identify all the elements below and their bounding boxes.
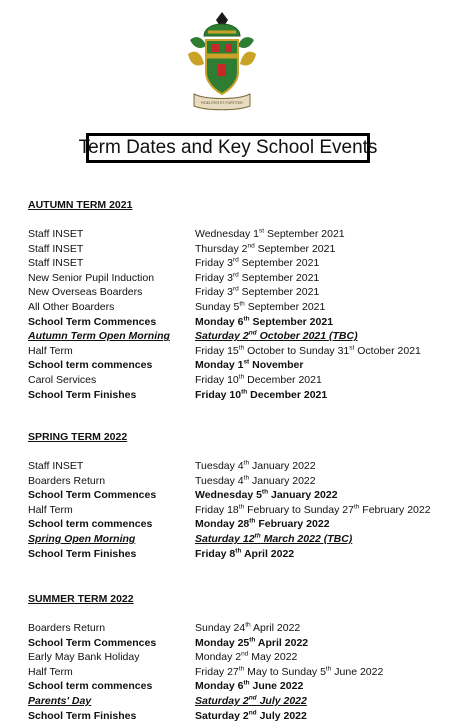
- event-row: [28, 651, 448, 666]
- date-ordinal-suffix: th: [261, 488, 269, 496]
- date-ordinal-suffix: th: [243, 315, 250, 323]
- date-text: Sunday 5: [195, 301, 240, 313]
- event-label: Staff INSET: [28, 242, 84, 255]
- date-text: Wednesday 5: [195, 489, 262, 502]
- event-date: [195, 316, 333, 328]
- date-text: March 2022 (TBC): [260, 533, 353, 545]
- date-text: June 2022: [249, 680, 304, 693]
- date-ordinal-suffix: th: [249, 517, 256, 525]
- date-ordinal-suffix: th: [353, 503, 360, 511]
- event-label: School Term Commences: [28, 636, 157, 649]
- date-text: Tuesday 4: [195, 474, 244, 487]
- event-date: [195, 548, 294, 560]
- date-text: July 2022: [256, 695, 307, 707]
- date-text: Friday 3: [195, 271, 233, 284]
- event-label: Early May Bank Holiday: [28, 651, 140, 664]
- date-text: Tuesday 4: [195, 460, 244, 472]
- event-date: [195, 504, 431, 516]
- date-text: Monday 2: [195, 651, 242, 664]
- crest-motto: FIDELITER ET FORTITER: [201, 101, 243, 105]
- date-ordinal-suffix: th: [238, 344, 245, 352]
- event-row: [28, 389, 448, 404]
- date-text: September 2021: [244, 301, 326, 313]
- date-text: September 2021: [238, 271, 320, 284]
- event-label: School term commences: [28, 359, 153, 372]
- event-label: School Term Finishes: [28, 709, 137, 722]
- date-text: September 2021: [238, 257, 320, 270]
- date-text: Monday 25: [195, 636, 250, 649]
- event-row: [28, 695, 448, 710]
- event-date: [195, 286, 319, 298]
- date-text: February 2022: [359, 503, 431, 516]
- event-date: [195, 622, 300, 634]
- event-row: [28, 622, 448, 637]
- date-ordinal-suffix: th: [238, 503, 245, 511]
- date-ordinal-suffix: nd: [248, 709, 257, 717]
- date-text: Friday 15: [195, 344, 239, 357]
- event-row: [28, 548, 448, 563]
- date-ordinal-suffix: th: [325, 665, 332, 673]
- event-label: Staff INSET: [28, 257, 84, 270]
- date-text: Friday 10: [195, 388, 242, 401]
- date-text: April 2022: [255, 636, 309, 649]
- date-ordinal-suffix: th: [235, 547, 242, 555]
- date-ordinal-suffix: th: [239, 300, 245, 308]
- event-label: School Term Commences: [28, 489, 157, 502]
- event-label: New Senior Pupil Induction: [28, 271, 155, 284]
- event-date: [195, 475, 316, 487]
- event-date: [195, 272, 319, 284]
- event-label: School term commences: [28, 680, 153, 693]
- date-text: April 2022: [241, 547, 295, 560]
- event-date: [195, 243, 335, 255]
- event-label: Half Term: [28, 344, 73, 357]
- date-text: Monday 1: [195, 359, 244, 372]
- event-row: [28, 316, 448, 331]
- date-text: April 2022: [250, 622, 301, 634]
- date-text: Thursday 2: [195, 242, 248, 255]
- event-label: Spring Open Morning: [28, 533, 136, 545]
- event-label: School Term Commences: [28, 315, 157, 328]
- event-label: Half Term: [28, 665, 73, 678]
- date-text: Friday 27: [195, 665, 239, 678]
- date-text: February to Sunday 27: [244, 503, 354, 516]
- date-ordinal-suffix: nd: [241, 650, 249, 658]
- event-date: [195, 651, 297, 663]
- date-text: Monday 6: [195, 680, 244, 693]
- date-text: September 2021: [254, 242, 336, 255]
- event-row: [28, 374, 448, 389]
- date-text: September 2021: [264, 228, 345, 240]
- event-date: [195, 345, 421, 357]
- date-ordinal-suffix: st: [259, 227, 265, 235]
- date-text: Friday 8: [195, 547, 236, 560]
- date-text: Monday 28: [195, 518, 250, 531]
- event-row: [28, 359, 448, 374]
- page-title-text: Term Dates and Key School Events: [78, 137, 378, 158]
- date-ordinal-suffix: rd: [232, 256, 239, 264]
- date-text: September 2021: [249, 315, 334, 328]
- date-text: October 2021: [354, 344, 421, 357]
- date-text: May to Sunday 5: [244, 665, 326, 678]
- event-label: School Term Finishes: [28, 547, 137, 560]
- event-row: [28, 243, 448, 258]
- date-text: Friday 10: [195, 374, 239, 386]
- event-label: Staff INSET: [28, 228, 84, 240]
- date-text: Friday 3: [195, 286, 233, 299]
- date-text: January 2022: [268, 489, 338, 502]
- event-date: [195, 330, 358, 342]
- event-row: [28, 301, 448, 316]
- event-row: [28, 533, 448, 548]
- date-ordinal-suffix: th: [254, 532, 261, 540]
- event-label: New Overseas Boarders: [28, 286, 143, 299]
- date-text: Saturday 2: [195, 709, 249, 722]
- event-date: [195, 359, 304, 371]
- event-date: [195, 301, 325, 313]
- event-row: [28, 272, 448, 287]
- date-text: Monday 6: [195, 315, 244, 328]
- event-label: School Term Finishes: [28, 388, 137, 401]
- date-ordinal-suffix: st: [349, 344, 355, 352]
- event-date: [195, 489, 338, 501]
- event-label: Autumn Term Open Morning: [28, 330, 170, 343]
- date-ordinal-suffix: rd: [232, 271, 239, 279]
- date-text: Sunday 24: [195, 622, 246, 634]
- event-row: [28, 637, 448, 652]
- page-title: [78, 133, 378, 163]
- date-ordinal-suffix: th: [243, 679, 250, 687]
- date-text: July 2022: [256, 709, 307, 722]
- date-ordinal-suffix: th: [245, 621, 251, 629]
- event-date: [195, 374, 322, 386]
- date-text: January 2022: [249, 460, 316, 472]
- date-text: Friday 3: [195, 257, 233, 270]
- event-row: [28, 666, 448, 681]
- event-label: All Other Boarders: [28, 301, 115, 313]
- date-text: Wednesday 1: [195, 228, 260, 240]
- event-label: School term commences: [28, 518, 153, 531]
- event-row: [28, 257, 448, 272]
- date-text: September 2021: [238, 286, 320, 299]
- event-date: [195, 518, 330, 530]
- event-date: [195, 460, 316, 472]
- date-ordinal-suffix: st: [243, 358, 250, 366]
- event-date: [195, 710, 307, 722]
- event-row: [28, 460, 448, 475]
- event-row: [28, 489, 448, 504]
- date-ordinal-suffix: nd: [248, 694, 257, 702]
- date-text: October 2021 (TBC): [256, 330, 358, 343]
- date-ordinal-suffix: th: [241, 388, 248, 396]
- event-date: [195, 637, 308, 649]
- section-heading: SUMMER TERM 2022: [28, 593, 134, 605]
- date-text: November: [249, 359, 304, 372]
- event-row: [28, 710, 448, 725]
- event-label: Boarders Return: [28, 474, 106, 487]
- date-ordinal-suffix: th: [238, 665, 245, 673]
- date-text: October to Sunday 31: [244, 344, 350, 357]
- event-row: [28, 286, 448, 301]
- event-row: [28, 504, 448, 519]
- date-text: May 2022: [248, 651, 298, 664]
- date-ordinal-suffix: th: [249, 636, 256, 644]
- event-date: [195, 228, 345, 240]
- date-text: Friday 18: [195, 503, 239, 516]
- date-ordinal-suffix: th: [243, 459, 250, 467]
- date-text: December 2021: [247, 388, 328, 401]
- date-text: Saturday 12: [195, 533, 255, 545]
- event-label: Half Term: [28, 503, 73, 516]
- date-ordinal-suffix: nd: [247, 242, 255, 250]
- event-date: [195, 257, 319, 269]
- date-text: January 2022: [249, 474, 316, 487]
- event-label: Staff INSET: [28, 460, 84, 472]
- event-label: Parents' Day: [28, 695, 92, 707]
- date-ordinal-suffix: nd: [248, 329, 257, 337]
- date-text: December 2021: [244, 374, 322, 386]
- date-ordinal-suffix: th: [238, 373, 245, 381]
- event-row: [28, 330, 448, 345]
- date-ordinal-suffix: rd: [232, 285, 239, 293]
- section-heading: AUTUMN TERM 2021: [28, 199, 133, 211]
- event-label: Carol Services: [28, 374, 97, 386]
- event-row: [28, 228, 448, 243]
- event-row: [28, 680, 448, 695]
- event-row: [28, 518, 448, 533]
- event-date: [195, 533, 352, 545]
- event-date: [195, 389, 327, 401]
- date-text: February 2022: [255, 518, 330, 531]
- date-text: June 2022: [331, 665, 384, 678]
- section-heading: SPRING TERM 2022: [28, 431, 128, 443]
- event-row: [28, 345, 448, 360]
- event-label: Boarders Return: [28, 622, 106, 634]
- event-date: [195, 666, 383, 678]
- date-ordinal-suffix: th: [243, 474, 250, 482]
- event-date: [195, 680, 303, 692]
- date-text: Saturday 2: [195, 695, 249, 707]
- event-row: [28, 475, 448, 490]
- event-date: [195, 695, 307, 707]
- date-text: Saturday 2: [195, 330, 249, 343]
- school-crest-icon: [186, 10, 258, 114]
